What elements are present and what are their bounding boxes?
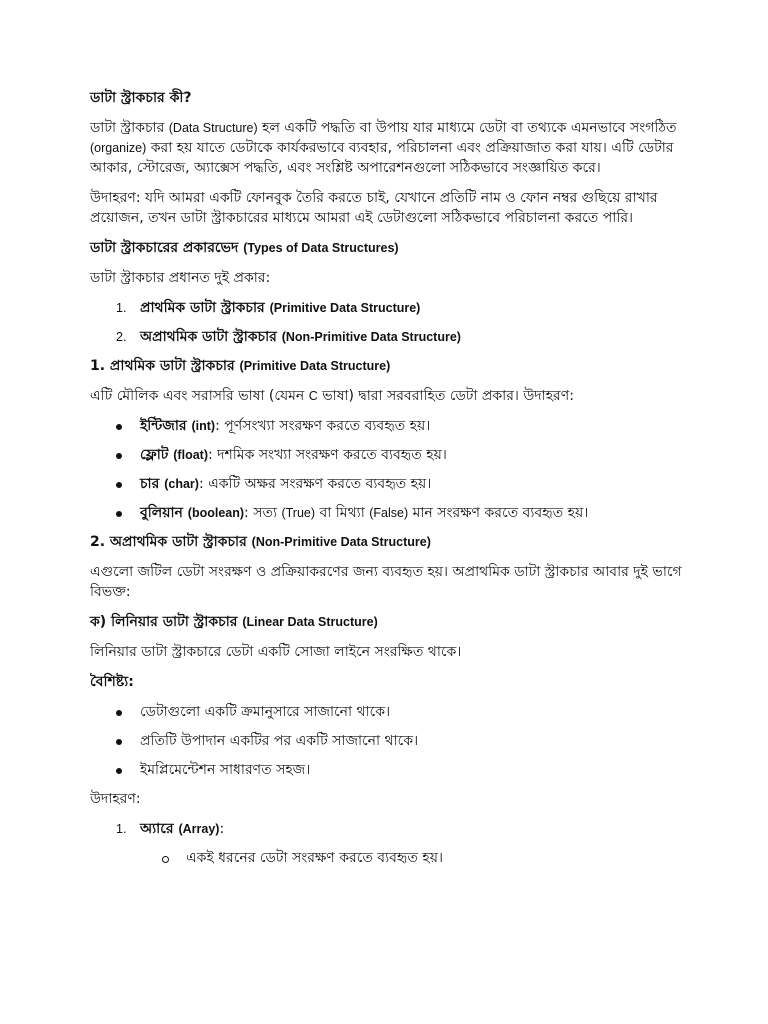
bullet-icon	[116, 710, 122, 716]
list-item: ডেটাগুলো একটি ক্রমানুসারে সাজানো থাকে।	[90, 702, 698, 722]
list-item: প্রতিটি উপাদান একটির পর একটি সাজানো থাকে।	[90, 731, 698, 751]
list-item: ফ্লোট (float): দশমিক সংখ্যা সংরক্ষণ করতে ব্যবহৃত হয়।	[90, 445, 698, 465]
bullet-icon	[116, 424, 122, 430]
heading-non-primitive: 2. অপ্রাথমিক ডাটা স্ট্রাকচার (Non-Primitive Data Structure)	[90, 534, 431, 550]
primitive-types-list	[90, 416, 698, 523]
intro-paragraph: ডাটা স্ট্রাকচার (Data Structure) হল একটি পদ্ধতি বা উপায় যার মাধ্যমে ডেটা বা তথ্যকে এমনভাবে সংগঠিত (organize) করা হয় যাতে ডেটাকে কার্যকরভাবে ব্যবহার, পরিচালনা এবং প্রক্রিয়াজাত করা যায়। এটি ডেটার আকার, স্টোরেজ, অ্যাক্সেস পদ্ধতি, এবং সংশ্লিষ্ট অপারেশনগুলো সঠিকভাবে সংজ্ঞায়িত করে।	[90, 120, 677, 176]
array-sub-list	[90, 848, 698, 868]
intro-example-paragraph: উদাহরণ: যদি আমরা একটি ফোনবুক তৈরি করতে চাই, যেখানে প্রতিটি নাম ও ফোন নম্বর গুছিয়ে রাখার প্রয়োজন, তখন ডাটা স্ট্রাকচারের মাধ্যমে আমরা এই ডেটাগুলো সঠিকভাবে পরিচালনা করতে পারি।	[90, 190, 658, 226]
linear-description: লিনিয়ার ডাটা স্ট্রাকচারে ডেটা একটি সোজা লাইনে সংরক্ষিত থাকে।	[90, 644, 462, 660]
list-item: 2. অপ্রাথমিক ডাটা স্ট্রাকচার (Non-Primitive Data Structure)	[116, 329, 461, 345]
list-number: 2.	[116, 330, 127, 344]
list-number: 1.	[116, 822, 127, 836]
examples-label: উদাহরণ:	[90, 791, 141, 807]
list-item: ইমপ্লিমেন্টেশন সাধারণত সহজ।	[90, 760, 698, 780]
types-intro: ডাটা স্ট্রাকচার প্রধানত দুই প্রকার:	[90, 270, 271, 286]
hollow-bullet-icon	[162, 856, 169, 863]
heading-linear: ক) লিনিয়ার ডাটা স্ট্রাকচার (Linear Data Structure)	[90, 614, 378, 630]
heading-what-is-data-structure: ডাটা স্ট্রাকচার কী?	[90, 90, 192, 106]
list-number: 1.	[116, 301, 127, 315]
bullet-icon	[116, 511, 122, 517]
linear-examples-list	[90, 819, 698, 839]
list-item: একই ধরনের ডেটা সংরক্ষণ করতে ব্যবহৃত হয়।	[90, 848, 698, 868]
features-list	[90, 702, 698, 780]
heading-types: ডাটা স্ট্রাকচারের প্রকারভেদ (Types of Data Structures)	[90, 240, 399, 256]
list-item: বুলিয়ান (boolean): সত্য (True) বা মিথ্যা (False) মান সংরক্ষণ করতে ব্যবহৃত হয়।	[90, 503, 698, 523]
heading-primitive: 1. প্রাথমিক ডাটা স্ট্রাকচার (Primitive Data Structure)	[90, 358, 391, 374]
list-item: ইন্টিজার (int): পূর্ণসংখ্যা সংরক্ষণ করতে ব্যবহৃত হয়।	[90, 416, 698, 436]
list-item: 1. অ্যারে (Array):	[116, 821, 225, 837]
list-item: 1. প্রাথমিক ডাটা স্ট্রাকচার (Primitive Data Structure)	[116, 300, 421, 316]
non-primitive-description: এগুলো জটিল ডেটা সংরক্ষণ ও প্রক্রিয়াকরণের জন্য ব্যবহৃত হয়। অপ্রাথমিক ডাটা স্ট্রাকচার আবার দুই ভাগে বিভক্ত:	[90, 564, 682, 600]
bullet-icon	[116, 768, 122, 774]
bullet-icon	[116, 482, 122, 488]
bullet-icon	[116, 453, 122, 459]
bullet-icon	[116, 739, 122, 745]
heading-features: বৈশিষ্ট্য:	[90, 674, 134, 690]
types-list	[90, 298, 698, 347]
primitive-description: এটি মৌলিক এবং সরাসরি ভাষা (যেমন C ভাষা) দ্বারা সরবরাহিত ডেটা প্রকার। উদাহরণ:	[90, 388, 574, 404]
list-item: চার (char): একটি অক্ষর সংরক্ষণ করতে ব্যবহৃত হয়।	[90, 474, 698, 494]
